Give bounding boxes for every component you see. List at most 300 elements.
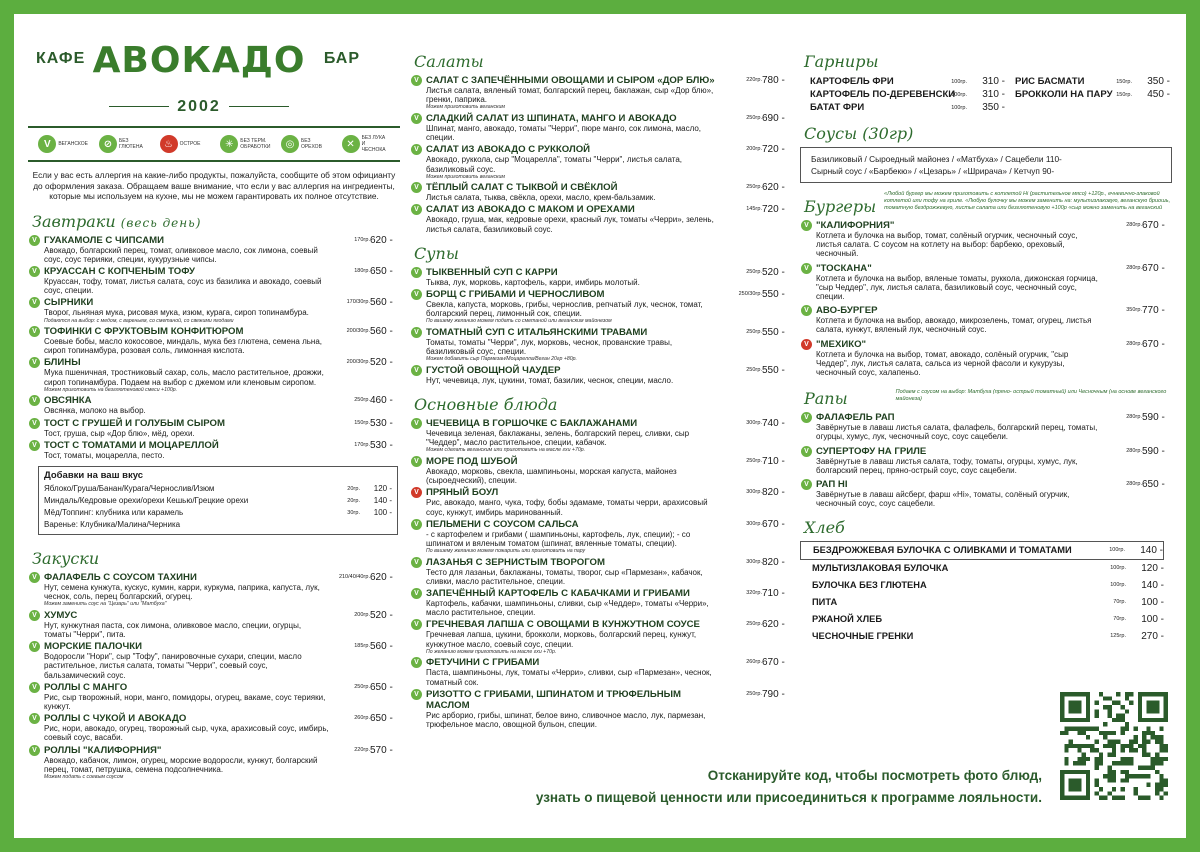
item-weight: 280гр. [1126, 481, 1142, 488]
item-name: "ТОСКАНА" [816, 262, 872, 274]
section-title-bread: Хлеб [804, 518, 845, 538]
qr-module [1095, 727, 1099, 731]
bread-name: БЕЗДРОЖЖЕВАЯ БУЛОЧКА С ОЛИВКАМИ И ТОМАТАМИ [813, 545, 1072, 556]
menu-item [410, 487, 792, 516]
item-name: "КАЛИФОРНИЯ" [816, 220, 895, 231]
item-note: Подаются на выбор: с медом, с вареньем, со сметаной, со свежими ягодами [44, 317, 234, 324]
qr-module [1120, 731, 1124, 735]
qr-module [1120, 744, 1124, 748]
allergy-notice: Если у вас есть аллергия на какие-либо продукты, пожалуйста, сообщите об этом официанту до оформления заказа. Обращаем ваше внимание, что если у вас аллергия на ингредиенты, которые мы используем на кухне, мы не можем гарантировать их полное отсутствие. [32, 170, 396, 201]
qr-module [1103, 705, 1107, 709]
item-price: 740 - [762, 418, 785, 430]
item-weight: 200гр. [746, 146, 762, 153]
item-price: 560 - [370, 641, 393, 653]
menu-item [410, 689, 792, 729]
item-note: Можем приготовить веганским [426, 104, 505, 111]
item-price: 570 - [370, 744, 393, 756]
qr-module [1108, 714, 1112, 718]
qr-module [1159, 774, 1163, 778]
item-price: 690 - [762, 112, 785, 124]
legend-label: БЕЗ ЛУКА И ЧЕСНОКА [361, 135, 386, 153]
qr-module [1125, 744, 1129, 748]
menu-item [28, 572, 400, 608]
vegan-icon: V [29, 745, 40, 756]
qr-module [1090, 744, 1094, 748]
side-name: КАРТОФЕЛЬ ПО-ДЕРЕВЕНСКИ [810, 89, 956, 100]
qr-module [1125, 709, 1129, 713]
item-weight: 220гр. [746, 77, 762, 83]
qr-module [1069, 778, 1082, 791]
item-price: 650 - [370, 681, 393, 693]
qr-module [1120, 727, 1124, 731]
item-description: Авокадо, болгарский перец, томат, оливковое масло, сок лимона, соевый соус, соус терияки, специи, кукурузные чипсы. [44, 245, 318, 264]
qr-module [1064, 731, 1068, 735]
qr-module [1159, 796, 1163, 800]
item-note: Можем приготовить веганским [426, 173, 505, 180]
item-weight: 280гр. [1126, 447, 1142, 454]
qr-module [1164, 757, 1168, 761]
side-item [810, 88, 1005, 101]
bread-price: 270 - [1141, 631, 1164, 643]
item-weight: 300гр. [746, 520, 762, 527]
menu-item [28, 440, 400, 460]
addon-row [44, 507, 392, 519]
legend-item [281, 135, 329, 153]
soups-list [410, 267, 792, 385]
item-description: Томаты, томаты "Черри", лук, морковь, чеснок, прованские травы, базиликовый соус, специи. [426, 337, 673, 357]
item-description: Водоросли "Нори", сыр "Тофу", панировочные сухари, специи, масло растительное, листья салата, томаты "Черри", соевый соус, бальзамический соус. [44, 652, 302, 680]
wraps-note: Подаем с соусом на выбор: Матбуха (пряно- острый томатный) или Чесночным (на основе веганского майонеза) [895, 389, 1167, 403]
menu-item [28, 418, 400, 438]
item-description: Рис арборио, грибы, шпинат, белое вино, сливочное масло, лук, пармезан, трюфельное масло, овощной бульон, специи. [426, 710, 706, 729]
item-weight: 320гр. [746, 590, 762, 597]
qr-module [1125, 774, 1129, 778]
menu-item [28, 357, 400, 393]
item-name: САЛАТ ИЗ АВОКАДО С РУККОЛОЙ [426, 144, 591, 156]
item-description: Завёрнутые в лаваш листья салата, тофу, томаты, огурцы, хумус, лук, болгарский перец, пряно-острый соус, соус сацебели. [816, 456, 1078, 475]
vegan-icon: V [411, 657, 422, 668]
qr-code[interactable] [1060, 692, 1168, 800]
qr-module [1064, 757, 1068, 761]
item-price: 550 - [762, 289, 785, 301]
menu-item [28, 641, 400, 680]
item-name: СУПЕРТОФУ НА ГРИЛЕ [816, 445, 927, 457]
bread-name: ПИТА [812, 597, 838, 608]
qr-module [1120, 796, 1124, 800]
qr-module [1069, 701, 1082, 714]
qr-module [1129, 761, 1133, 765]
item-weight: 350гр. [1126, 307, 1142, 314]
qr-module [1146, 740, 1150, 744]
qr-module [1082, 761, 1086, 765]
section-title-mains: Основные блюда [414, 395, 558, 415]
item-description: Рис, нори, авокадо, огурец, творожный сыр, чука, арахисовый соус, имбирь, соевый соус, васаби. [44, 724, 329, 743]
qr-module [1108, 778, 1112, 782]
vegan-icon: V [29, 357, 40, 368]
item-name: РИЗОТТО С ГРИБАМИ, ШПИНАТОМ И ТРЮФЕЛЬНЫМ МАСЛОМ [426, 688, 682, 711]
breakfast-list [28, 235, 400, 460]
item-name: САЛАТ ИЗ АВОКАДО С МАКОМ И ОРЕХАМИ [426, 204, 635, 216]
bread-weight: 70гр. [1113, 599, 1126, 606]
bread-weight: 70гр. [1113, 616, 1126, 623]
item-description: Котлета и булочка на выбор, авокадо, микрозелень, томат, огурец, листья салата, кунжут, вяленый лук, чесночный соус. [816, 316, 1092, 335]
vegan-icon: V [411, 487, 422, 498]
qr-module [1129, 744, 1133, 748]
legend-label: БЕЗ ГЛЮТЕНА [118, 138, 143, 150]
menu-item [410, 75, 792, 111]
brand-name: АВОКАДО [92, 40, 306, 81]
qr-module [1086, 735, 1090, 739]
bread-price: 100 - [1141, 614, 1164, 626]
item-price: 820 - [762, 487, 785, 499]
qr-module [1082, 727, 1086, 731]
qr-module [1077, 757, 1081, 761]
qr-module [1159, 727, 1163, 731]
item-description: Тост, груша, сыр «Дор блю», мёд, орехи. [44, 428, 195, 438]
sauce-price-2: 90- [1042, 166, 1055, 176]
qr-module [1103, 796, 1107, 800]
addon-row [44, 495, 392, 507]
item-price: 670 - [762, 518, 785, 530]
item-description: Котлета и булочка на выбор, томат, солёный огурчик, чесночный соус, листья салата. С соусом на котлету на выбор: барбекю, ореховый, чесночный. [816, 231, 1078, 259]
item-name: СЫРНИКИ [44, 297, 94, 309]
qr-module [1138, 744, 1142, 748]
item-description: Тесто для лазаньи, баклажаны, томаты, творог, сыр «Пармезан», кабачок, сливки, масло растительное, специи. [426, 567, 703, 586]
item-weight: 200/30гр. [346, 359, 370, 366]
qr-module [1125, 757, 1129, 761]
vegan-icon: V [29, 297, 40, 308]
qr-module [1129, 692, 1133, 696]
qr-module [1108, 770, 1112, 774]
qr-module [1151, 761, 1155, 765]
side-price: 450 - [1147, 89, 1170, 100]
menu-item [800, 339, 1172, 378]
wheat-free-icon: ✳ [220, 135, 238, 153]
qr-module [1142, 774, 1146, 778]
qr-module [1086, 744, 1090, 748]
qr-module [1095, 701, 1099, 705]
item-name: АВО-БУРГЕР [816, 305, 878, 317]
vegan-icon: V [801, 446, 812, 457]
item-weight: 260гр. [746, 659, 762, 666]
qr-module [1159, 778, 1163, 782]
vegan-icon: V [411, 365, 422, 376]
qr-module [1159, 744, 1163, 748]
item-price: 670 - [762, 657, 785, 669]
qr-module [1133, 787, 1137, 791]
menu-item [410, 619, 792, 655]
side-name: БАТАТ ФРИ [810, 102, 865, 113]
item-description: Нут, чечевица, лук, цукини, томат, базилик, чеснок, специи, масло. [426, 375, 674, 385]
section-title-sauces: Соусы (30гр) [804, 124, 914, 143]
side-item [810, 75, 1005, 88]
qr-module [1125, 696, 1129, 700]
item-price: 770 - [1142, 305, 1165, 317]
legend-label: БЕЗ ТЕРМ. ОБРАБОТКИ [240, 138, 271, 150]
qr-module [1159, 757, 1163, 761]
qr-module [1095, 709, 1099, 713]
qr-module [1151, 757, 1155, 761]
item-price: 520 - [762, 266, 785, 278]
qr-module [1142, 731, 1146, 735]
item-weight: 170гр. [354, 236, 370, 243]
qr-module [1159, 761, 1163, 765]
qr-module [1146, 783, 1150, 787]
addon-weight: 20гр. [347, 497, 360, 504]
item-weight: 170гр. [354, 441, 370, 448]
item-description: Рис, сыр творожный, нори, манго, помидоры, огурец, вакаме, соус терияки, кунжут. [44, 692, 326, 712]
item-name: ХУМУС [44, 609, 78, 621]
qr-module [1095, 761, 1099, 765]
item-weight: 185гр. [354, 643, 370, 650]
qr-module [1112, 731, 1116, 735]
section-title-wraps: Рапы [804, 389, 848, 409]
item-price: 550 - [762, 364, 785, 376]
item-weight: 200гр. [354, 611, 370, 618]
vegan-icon: V [801, 412, 812, 423]
qr-module [1159, 735, 1163, 739]
qr-module [1116, 692, 1120, 696]
salads-list [410, 75, 792, 234]
qr-module [1108, 752, 1112, 756]
menu-item [28, 326, 400, 355]
item-name: ЛАЗАНЬЯ С ЗЕРНИСТЫМ ТВОРОГОМ [426, 556, 605, 568]
item-description: Картофель, кабачки, шампиньоны, сливки, сыр «Чеддер», томаты «Черри», масло растительное, специи. [426, 599, 709, 618]
qr-module [1151, 735, 1155, 739]
qr-module [1082, 752, 1086, 756]
bread-item [800, 577, 1164, 594]
qr-module [1112, 744, 1116, 748]
qr-module [1125, 692, 1129, 696]
item-name: ФЕТУЧИНИ С ГРИБАМИ [426, 657, 540, 669]
qr-module [1082, 744, 1086, 748]
item-price: 590 - [1142, 412, 1165, 424]
addon-text: Яблоко/Груша/Банан/Курага/Чернослив/Изюм [44, 483, 215, 493]
qr-module [1073, 761, 1077, 765]
item-weight: 170/30гр. [346, 299, 370, 306]
item-name: "МЕХИКО" [816, 338, 867, 350]
qr-module [1108, 709, 1112, 713]
item-description: Авокадо, морковь, свекла, шампиньоны, морская капуста, майонез (сыроедческий), специи. [426, 466, 677, 486]
qr-module [1120, 761, 1124, 765]
qr-module [1142, 748, 1146, 752]
addons-box [38, 466, 398, 535]
legend-label: БЕЗ ОРЕХОВ [300, 138, 322, 150]
item-weight: 250гр. [746, 268, 762, 275]
item-price: 460 - [370, 395, 393, 407]
qr-module [1103, 722, 1107, 726]
menu-item [410, 327, 792, 363]
qr-module [1155, 757, 1159, 761]
qr-module [1073, 744, 1077, 748]
qr-module [1082, 731, 1086, 735]
menu-item [410, 418, 792, 454]
side-item [1015, 75, 1170, 88]
addon-text: Варенье: Клубника/Малина/Черника [44, 519, 181, 529]
item-note: По вашему желанию можем пожарить или приготовить на пару [426, 548, 586, 555]
qr-module [1138, 765, 1142, 769]
vegan-icon: V [29, 440, 40, 451]
item-price: 620 - [762, 619, 785, 631]
qr-module [1112, 701, 1116, 705]
item-description: Авокадо, руккола, сыр "Моцарелла", томаты "Черри", листья салата, базиликовый соус. [426, 155, 682, 174]
mains-list [410, 418, 792, 729]
item-name: ПРЯНЫЙ БОУЛ [426, 487, 499, 499]
qr-module [1095, 748, 1099, 752]
item-price: 710 - [762, 455, 785, 467]
item-description: Листья салата, тыква, свёкла, орехи, масло, крем-бальзамик. [426, 193, 656, 203]
legend-item [38, 135, 89, 153]
qr-module [1120, 714, 1124, 718]
item-weight: 250гр. [746, 184, 762, 191]
vegan-icon: V [29, 641, 40, 652]
legend-item [220, 135, 271, 153]
menu-item [28, 235, 400, 264]
menu-item [28, 297, 400, 324]
qr-module [1129, 774, 1133, 778]
qr-module [1146, 796, 1150, 800]
menu-item [410, 365, 792, 385]
qr-module [1155, 783, 1159, 787]
addon-row [44, 483, 392, 495]
qr-module [1069, 727, 1073, 731]
addon-price: 140 - [373, 495, 392, 505]
qr-module [1095, 783, 1099, 787]
menu-item [410, 456, 792, 485]
menu-item [410, 113, 792, 142]
qr-module [1103, 696, 1107, 700]
item-weight: 260гр. [354, 715, 370, 722]
qr-module [1159, 748, 1163, 752]
qr-module [1090, 727, 1094, 731]
addon-text: Миндаль/Кедровые орехи/орехи Кешью/Грецкие орехи [44, 495, 249, 505]
bread-name: ЧЕСНОЧНЫЕ ГРЕНКИ [812, 631, 914, 642]
sauce-price-1: 110- [1045, 154, 1062, 164]
bread-item [800, 628, 1164, 645]
qr-module [1125, 727, 1129, 731]
vegan-icon: V [29, 610, 40, 621]
item-name: ГУСТОЙ ОВОЩНОЙ ЧАУДЕР [426, 364, 561, 376]
menu-item [800, 263, 1172, 302]
vegan-icon: V [801, 263, 812, 274]
addon-weight: 30гр. [347, 509, 360, 516]
qr-module [1082, 757, 1086, 761]
qr-module [1146, 774, 1150, 778]
side-weight: 100гр. [951, 105, 967, 111]
side-price: 350 - [1147, 76, 1170, 87]
qr-module [1155, 735, 1159, 739]
item-description: Авокадо, кабачок, лимон, огурец, морские водоросли, кунжут, болгарский перец, томат, петрушка, семена подсолнечника. [44, 755, 318, 774]
qr-module [1095, 714, 1099, 718]
item-weight: 250гр. [746, 114, 762, 121]
sauces-box: Базиликовый / Сыроедный майонез / «Матбуха» / Сацебели 110- Сырный соус / «Барбекю» / «Цезарь» / «Шрирача» / Кетчуп 90- [800, 147, 1172, 183]
item-description: Котлета и булочка на выбор, томат, авокадо, солёный огурчик, "сыр Чеддер", лук, листья салата, сальса из черной фасоли и кукурузы, чесночный соус, халапеньо. [816, 349, 1069, 378]
qr-module [1103, 744, 1107, 748]
qr-module [1099, 761, 1103, 765]
burgers-list [800, 220, 1172, 377]
bread-list [800, 541, 1164, 645]
item-weight: 250гр. [746, 366, 762, 373]
vegan-icon: V [411, 588, 422, 599]
menu-item [28, 395, 400, 415]
side-weight: 150гр. [1116, 92, 1132, 98]
item-price: 670 - [1142, 220, 1165, 231]
menu-item [28, 745, 400, 781]
qr-module [1159, 740, 1163, 744]
item-description: Тост, томаты, моцарелла, песто. [44, 450, 165, 460]
vegan-icon: V [411, 75, 422, 86]
qr-module [1142, 796, 1146, 800]
qr-module [1073, 727, 1077, 731]
qr-module [1108, 765, 1112, 769]
item-name: ФАЛАФЕЛЬ РАП [816, 412, 895, 424]
vegan-icon: V [801, 305, 812, 316]
snacks-list [28, 572, 400, 781]
item-weight: 250гр. [354, 397, 370, 404]
qr-module [1077, 727, 1081, 731]
qr-module [1133, 727, 1137, 731]
item-price: 530 - [370, 417, 393, 429]
qr-module [1112, 778, 1116, 782]
qr-module [1146, 752, 1150, 756]
qr-module [1112, 787, 1116, 791]
item-name: ЗАПЕЧЁННЫЙ КАРТОФЕЛЬ С КАБАЧКАМИ И ГРИБАМИ [426, 588, 690, 600]
item-note: Можем добавить сыр Пармезан/Моцарелла/Веган 20гр +80р. [426, 356, 577, 363]
qr-module [1129, 757, 1133, 761]
item-weight: 250гр. [354, 683, 370, 690]
item-note: По желанию можем приготовить на масле гхи +70р. [426, 648, 557, 655]
qr-module [1146, 731, 1150, 735]
qr-module [1069, 740, 1073, 744]
bread-price: 120 - [1141, 563, 1164, 575]
qr-module [1077, 744, 1081, 748]
qr-module [1103, 735, 1107, 739]
item-description: Завёрнутые в лаваш листья салата, фалафель, болгарский перец, томаты, огурцы, хумус, лук, чесночный соус, соус сацебели. [816, 423, 1098, 442]
vegan-icon: V [801, 220, 812, 231]
qr-module [1086, 757, 1090, 761]
qr-module [1142, 765, 1146, 769]
gluten-free-icon: ⊘ [99, 135, 117, 153]
item-price: 780 - [762, 75, 785, 86]
qr-module [1120, 705, 1124, 709]
wraps-list [800, 412, 1172, 508]
vegan-icon: V [411, 113, 422, 124]
item-name: РОЛЛЫ С МАНГО [44, 681, 128, 693]
menu-item [410, 144, 792, 180]
item-weight: 200/30гр. [346, 328, 370, 335]
qr-module [1155, 752, 1159, 756]
item-description: Гречневая лапша, цукини, брокколи, морковь, болгарский перец, кунжут, кунжутное масло, соевый соус, специи. [426, 630, 697, 649]
legend-item [342, 135, 390, 153]
vegan-icon: V [29, 682, 40, 693]
qr-module [1095, 778, 1099, 782]
qr-module [1138, 796, 1142, 800]
qr-module [1112, 752, 1116, 756]
qr-module [1133, 748, 1137, 752]
menu-item [410, 588, 792, 617]
item-description: Авокадо, груша, мак, кедровые орехи, красный лук, томаты «Черри», зелень, листья салата, базиликовый соус. [426, 215, 714, 234]
sides-grid [800, 75, 1172, 114]
item-description: Нут, семена кунжута, кускус, кумин, карри, куркума, паприка, капуста, лук, чеснок, соль, перец болгарский, огурец. [44, 582, 320, 602]
qr-module [1099, 796, 1103, 800]
menu-item [410, 657, 792, 686]
qr-module [1077, 748, 1081, 752]
brand-right: БАР [323, 50, 360, 67]
menu-item [28, 266, 400, 295]
qr-module [1116, 714, 1120, 718]
item-price: 720 - [762, 204, 785, 216]
qr-module [1077, 761, 1081, 765]
